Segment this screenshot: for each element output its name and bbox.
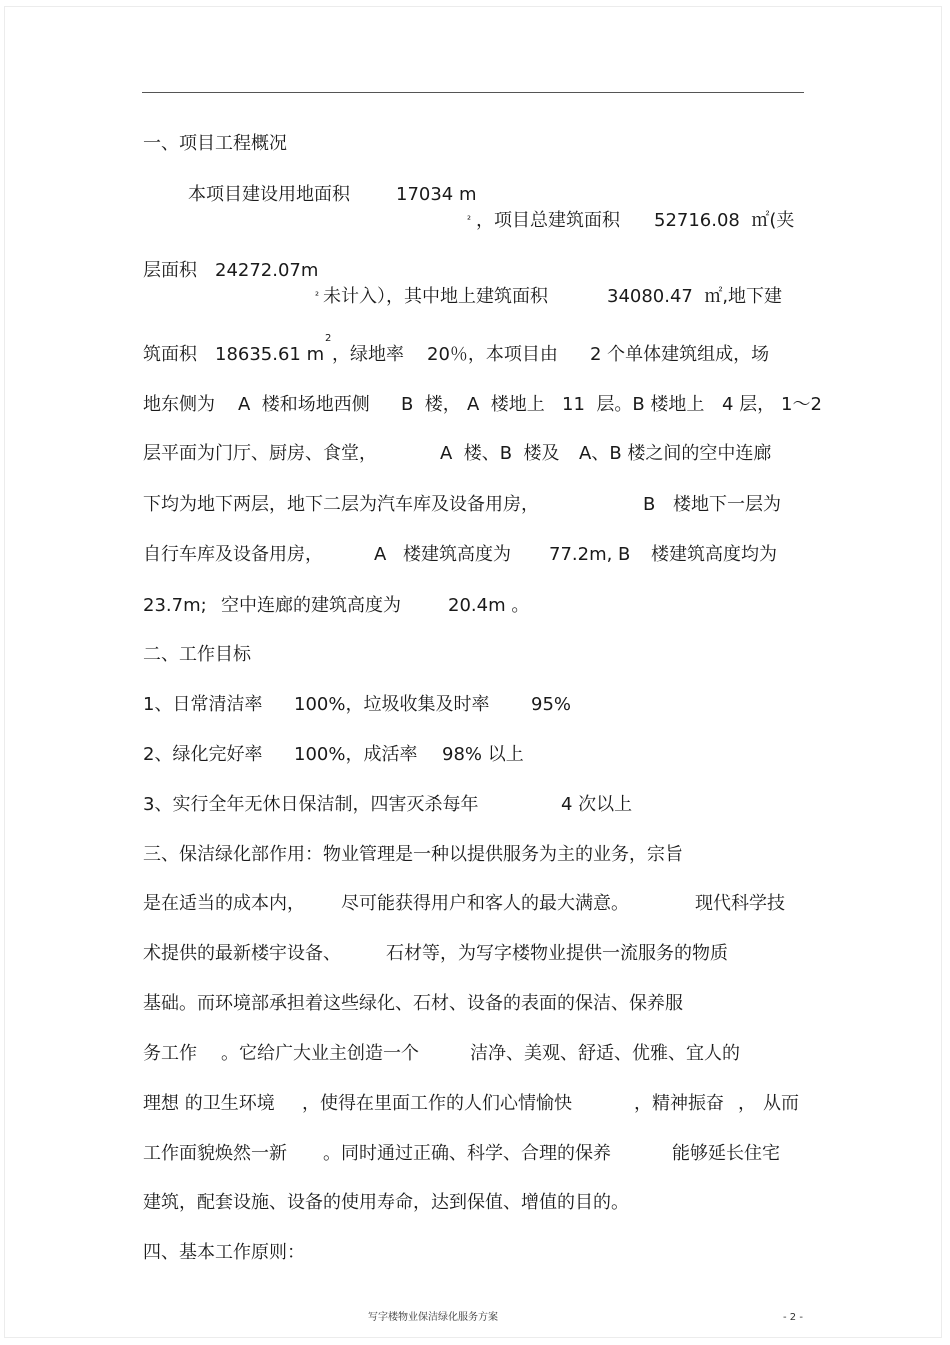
text-segment: 100%，垃圾收集及时率 <box>294 694 490 715</box>
text-segment: 100%，成活率 <box>294 744 418 765</box>
page-number: - 2 - <box>783 1312 803 1323</box>
text-segment: 23.7m; <box>143 595 207 616</box>
text-segment: 空中连廊的建筑高度为 <box>221 595 401 616</box>
text-segment: 2 个单体建筑组成，场 <box>590 344 770 365</box>
text-segment: A 楼和场地西侧 <box>238 394 370 415</box>
text-segment: 。同时通过正确、科学、合理的保养 <box>323 1143 611 1164</box>
text-segment: 77.2m, B <box>549 544 631 565</box>
text-segment: 3、实行全年无休日保洁制，四害灭杀每年 <box>143 794 479 815</box>
text-segment: 层平面为门厅、厨房、食堂， <box>143 443 377 464</box>
text-segment: ，绿地率 <box>332 344 404 365</box>
text-segment: 4 次以上 <box>561 794 633 815</box>
text-segment: 尽可能获得用户和客人的最大满意。 <box>341 893 629 914</box>
text-segment: ，使得在里面工作的人们心情愉快 <box>302 1093 572 1114</box>
text-segment: 自行车库及设备用房， <box>143 544 323 565</box>
text-segment: 理想 的卫生环境 <box>143 1093 275 1114</box>
text-segment: 洁净、美观、舒适、优雅、宜人的 <box>470 1043 740 1064</box>
superscript: 2 <box>325 333 332 344</box>
text-segment: A 楼、B 楼及 <box>440 443 560 464</box>
text-segment: 是在适当的成本内， <box>143 893 305 914</box>
text-segment: B 楼， <box>401 394 461 415</box>
text-segment: 52716.08 ㎡(夹 <box>654 210 795 231</box>
superscript: ² <box>467 215 472 226</box>
text-segment: A、B 楼之间的空中连廊 <box>579 443 772 464</box>
text-segment: 17034 m <box>396 184 477 205</box>
text-segment: 从而 <box>763 1093 799 1114</box>
text-segment: A 楼地上 <box>467 394 545 415</box>
text-segment: 18635.61 m <box>215 344 325 365</box>
text-segment: 术提供的最新楼宇设备、 <box>143 943 341 964</box>
text-segment: 地东侧为 <box>143 394 215 415</box>
text-segment: 能够延长住宅 <box>672 1143 780 1164</box>
text-segment: 未计入），其中地上建筑面积 <box>323 286 548 307</box>
text-segment: 三、保洁绿化部作用：物业管理是一种以提供服务为主的业务，宗旨 <box>143 844 683 865</box>
text-segment: 4 层， <box>722 394 776 415</box>
text-segment: 11 层。B 楼地上 <box>562 394 705 415</box>
text-segment: 下均为地下两层，地下二层为汽车库及设备用房， <box>143 494 539 515</box>
text-segment: 2、绿化完好率 <box>143 744 263 765</box>
text-segment: 层面积 <box>143 260 197 281</box>
text-segment: B <box>643 494 656 515</box>
text-segment: 98% 以上 <box>442 744 524 765</box>
text-segment: 95% <box>531 694 572 715</box>
text-segment: 楼建筑高度均为 <box>651 544 777 565</box>
text-segment: 建筑，配套设施、设备的使用寿命，达到保值、增值的目的。 <box>143 1192 629 1213</box>
text-segment: ， <box>738 1093 756 1114</box>
text-segment: 1、日常清洁率 <box>143 694 263 715</box>
text-segment: 本项目建设用地面积 <box>188 184 350 205</box>
text-segment: 现代科学技 <box>695 893 785 914</box>
text-segment: 楼地下一层为 <box>673 494 781 515</box>
text-segment: A <box>374 544 387 565</box>
text-segment: 楼建筑高度为 <box>403 544 511 565</box>
footer-title: 写字楼物业保洁绿化服务方案 <box>368 1312 498 1323</box>
text-segment: 筑面积 <box>143 344 197 365</box>
text-segment: 1～2 <box>781 394 822 415</box>
text-segment: 二、工作目标 <box>143 644 251 665</box>
text-segment: 工作面貌焕然一新 <box>143 1143 287 1164</box>
header-rule <box>142 92 804 93</box>
text-segment: 一、项目工程概况 <box>143 133 287 154</box>
text-segment: 34080.47 ㎡,地下建 <box>607 286 783 307</box>
text-segment: 20％，本项目由 <box>427 344 558 365</box>
text-segment: 24272.07m <box>215 260 319 281</box>
text-segment: 。它给广大业主创造一个 <box>221 1043 419 1064</box>
superscript: ² <box>315 291 320 302</box>
text-segment: ，精神振奋 <box>634 1093 724 1114</box>
text-segment: 20.4m 。 <box>448 595 530 616</box>
text-segment: 石材等，为写字楼物业提供一流服务的物质 <box>386 943 728 964</box>
text-segment: ，项目总建筑面积 <box>476 210 620 231</box>
text-segment: 四、基本工作原则： <box>143 1242 305 1263</box>
text-segment: 基础。而环境部承担着这些绿化、石材、设备的表面的保洁、保养服 <box>143 993 683 1014</box>
text-segment: 务工作 <box>143 1043 197 1064</box>
